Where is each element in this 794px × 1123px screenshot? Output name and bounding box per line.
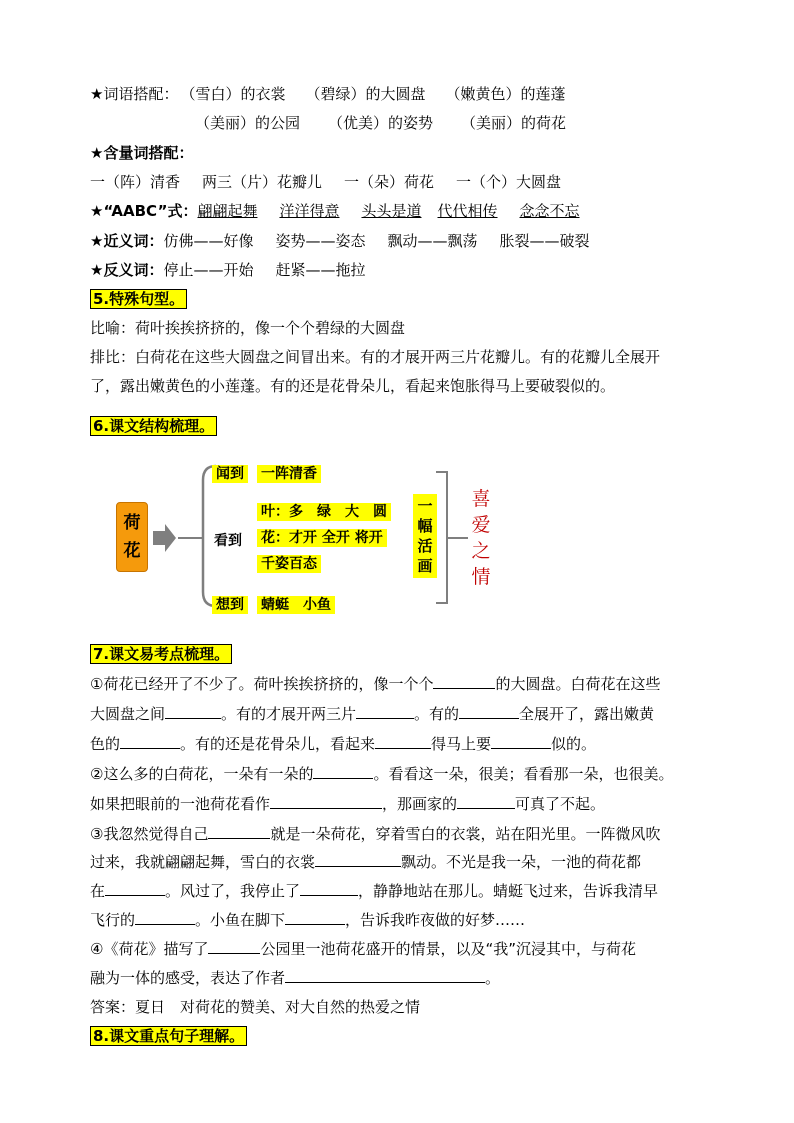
cipei-item: （美丽）的公园 bbox=[195, 114, 301, 132]
diagram-kan-ye: 叶：多 绿 大 圆 bbox=[257, 503, 391, 521]
cipei-item: （美丽）的荷花 bbox=[461, 114, 567, 132]
diagram-kan-zi: 千姿百态 bbox=[257, 555, 321, 573]
jinyi-item: 姿势——姿态 bbox=[275, 232, 366, 250]
text-segment: ，那画家的 bbox=[382, 795, 458, 813]
jinyi-item: 胀裂——破裂 bbox=[499, 232, 590, 250]
text-segment: ，告诉我昨夜做的好梦…… bbox=[345, 911, 526, 929]
liangci-heading: ★含量词搭配： bbox=[90, 144, 194, 162]
aabc-item: 念念不忘 bbox=[519, 202, 580, 220]
liangci-item: 一（个）大圆盘 bbox=[456, 173, 562, 191]
q4-line-2 bbox=[90, 968, 500, 988]
cipei-item: （雪白）的衣裳 bbox=[180, 85, 286, 103]
fill-blank[interactable] bbox=[165, 704, 221, 719]
aabc-row bbox=[90, 201, 580, 221]
text-segment: 似的。 bbox=[551, 735, 597, 753]
cipei-item: （嫩黄色）的莲蓬 bbox=[445, 85, 566, 103]
q3-line-1 bbox=[90, 824, 660, 844]
biyu-line: 比喻：荷叶挨挨挤挤的，像一个个碧绿的大圆盘 bbox=[90, 319, 406, 337]
text-segment: 。有的还是花骨朵儿，看起来 bbox=[180, 735, 376, 753]
fanyi-label: ★反义词： bbox=[90, 261, 164, 279]
text-segment: 如果把眼前的一池荷花看作 bbox=[90, 795, 271, 813]
fill-blank[interactable] bbox=[285, 910, 345, 925]
text-segment: 全展开了，露出嫩黄 bbox=[519, 705, 655, 723]
section6-heading-wrap bbox=[90, 416, 217, 436]
q3-line-4 bbox=[90, 910, 525, 930]
q2-line-1 bbox=[90, 764, 673, 784]
fill-blank[interactable] bbox=[208, 824, 270, 839]
q4-line-1 bbox=[90, 939, 636, 959]
jinyi-item: 飘动——飘荡 bbox=[387, 232, 478, 250]
fanyi-item: 赶紧——拖拉 bbox=[275, 261, 366, 279]
q1-line-3 bbox=[90, 734, 596, 754]
text-segment: 的大圆盘。白荷花在这些 bbox=[495, 675, 661, 693]
paibi-line-2: 了，露出嫩黄色的小莲蓬。有的还是花骨朵儿，看起来饱胀得马上要破裂似的。 bbox=[90, 377, 616, 395]
diagram-emotion-box bbox=[470, 486, 492, 590]
diagram-center-box bbox=[116, 502, 148, 572]
aabc-item: 洋洋得意 bbox=[279, 202, 340, 220]
fill-blank[interactable] bbox=[375, 734, 431, 749]
aabc-item: 翩翩起舞 bbox=[197, 202, 258, 220]
fill-blank[interactable] bbox=[491, 734, 551, 749]
text-segment: ②这么多的白荷花，一朵有一朵的 bbox=[90, 765, 314, 783]
diagram-huohua-label: 一幅活画 bbox=[417, 497, 433, 575]
section5-heading-wrap bbox=[90, 289, 187, 309]
fill-blank[interactable] bbox=[285, 968, 485, 983]
q3-line-3 bbox=[90, 881, 658, 901]
aabc-label: ★“AABC”式： bbox=[90, 202, 198, 220]
diagram-xiang-value: 蜻蜓 小鱼 bbox=[257, 596, 335, 614]
liangci-item: 两三（片）花瓣儿 bbox=[202, 173, 323, 191]
diagram-xiang-label: 想到 bbox=[212, 596, 248, 614]
paibi-line-1: 排比：白荷花在这些大圆盘之间冒出来。有的才展开两三片花瓣儿。有的花瓣儿全展开 bbox=[90, 348, 661, 366]
text-segment: ③我忽然觉得自己 bbox=[90, 825, 209, 843]
section7-heading-wrap bbox=[90, 644, 232, 664]
q3-line-2 bbox=[90, 852, 641, 872]
fill-blank[interactable] bbox=[208, 939, 260, 954]
fill-blank[interactable] bbox=[433, 674, 495, 689]
aabc-item: 代代相传 bbox=[437, 202, 498, 220]
diagram-huohua-box bbox=[413, 494, 437, 578]
text-segment: ，静静地站在那儿。蜻蜓飞过来，告诉我清早 bbox=[358, 882, 659, 900]
fill-blank[interactable] bbox=[270, 794, 382, 809]
diagram-center-label: 荷花 bbox=[123, 513, 141, 561]
text-segment: 飞行的 bbox=[90, 911, 136, 929]
jinyi-label: ★近义词： bbox=[90, 232, 164, 250]
cipei-row-2 bbox=[195, 113, 566, 133]
liangci-row bbox=[90, 172, 561, 192]
diagram-kan-label: 看到 bbox=[214, 533, 242, 549]
text-segment: 。小鱼在脚下 bbox=[195, 911, 286, 929]
jinyi-item: 仿佛——好像 bbox=[163, 232, 254, 250]
fanyi-row bbox=[90, 260, 365, 280]
cipei-item: （优美）的姿势 bbox=[328, 114, 434, 132]
text-segment: ④《荷花》描写了 bbox=[90, 940, 209, 958]
text-segment: 得马上要 bbox=[431, 735, 492, 753]
aabc-item: 头头是道 bbox=[361, 202, 422, 220]
section5-heading: 5.特殊句型。 bbox=[90, 289, 187, 309]
diagram-wen-value: 一阵清香 bbox=[257, 465, 321, 483]
answer-line: 答案：夏日 对荷花的赞美、对大自然的热爱之情 bbox=[90, 998, 421, 1016]
text-segment: 大圆盘之间 bbox=[90, 705, 166, 723]
fill-blank[interactable] bbox=[459, 704, 519, 719]
diagram-wen-label: 闻到 bbox=[212, 465, 248, 483]
cipei-label: ★词语搭配： bbox=[90, 85, 179, 103]
text-segment: 。有的 bbox=[414, 705, 460, 723]
text-segment: ①荷花已经开了不少了。荷叶挨挨挤挤的，像一个个 bbox=[90, 675, 434, 693]
text-segment: 公园里一池荷花盛开的情景，以及“我”沉浸其中，与荷花 bbox=[260, 940, 636, 958]
fill-blank[interactable] bbox=[300, 881, 358, 896]
fill-blank[interactable] bbox=[457, 794, 515, 809]
text-segment: 。有的才展开两三片 bbox=[221, 705, 357, 723]
cipei-item: （碧绿）的大圆盘 bbox=[305, 85, 426, 103]
diagram-kan-hua: 花：才开 全开 将开 bbox=[257, 529, 387, 547]
text-segment: 。风过了，我停止了 bbox=[165, 882, 301, 900]
fanyi-item: 停止——开始 bbox=[163, 261, 254, 279]
fill-blank[interactable] bbox=[135, 910, 195, 925]
text-segment: 色的 bbox=[90, 735, 121, 753]
q1-line-1 bbox=[90, 674, 660, 694]
q2-line-2 bbox=[90, 794, 605, 814]
text-segment: 就是一朵荷花，穿着雪白的衣裳，站在阳光里。一阵微风吹 bbox=[270, 825, 661, 843]
text-segment: 。看看这一朵，很美；看看那一朵，也很美。 bbox=[373, 765, 674, 783]
cipei-row-1 bbox=[90, 84, 566, 104]
text-segment: 飘动。不光是我一朵，一池的荷花都 bbox=[401, 853, 642, 871]
liangci-item: 一（朵）荷花 bbox=[344, 173, 435, 191]
fill-blank[interactable] bbox=[105, 881, 165, 896]
section8-heading-wrap bbox=[90, 1026, 247, 1046]
fill-blank[interactable] bbox=[315, 852, 401, 867]
diagram-emotion-label: 喜爱之情 bbox=[471, 488, 491, 588]
section6-heading: 6.课文结构梳理。 bbox=[90, 416, 217, 436]
text-segment: 可真了不起。 bbox=[515, 795, 606, 813]
fill-blank[interactable] bbox=[120, 734, 180, 749]
text-segment: 在 bbox=[90, 882, 106, 900]
fill-blank[interactable] bbox=[313, 764, 373, 779]
text-segment: 。 bbox=[485, 969, 501, 987]
text-segment: 过来，我就翩翩起舞，雪白的衣裳 bbox=[90, 853, 316, 871]
liangci-item: 一（阵）清香 bbox=[90, 173, 181, 191]
section8-heading: 8.课文重点句子理解。 bbox=[90, 1026, 247, 1046]
diagram-arrow-icon bbox=[153, 524, 176, 552]
diagram-right-bracket bbox=[436, 472, 447, 603]
q1-line-2 bbox=[90, 704, 654, 724]
section7-heading: 7.课文易考点梳理。 bbox=[90, 644, 232, 664]
text-segment: 融为一体的感受，表达了作者 bbox=[90, 969, 286, 987]
fill-blank[interactable] bbox=[356, 704, 414, 719]
jinyi-row bbox=[90, 231, 590, 251]
